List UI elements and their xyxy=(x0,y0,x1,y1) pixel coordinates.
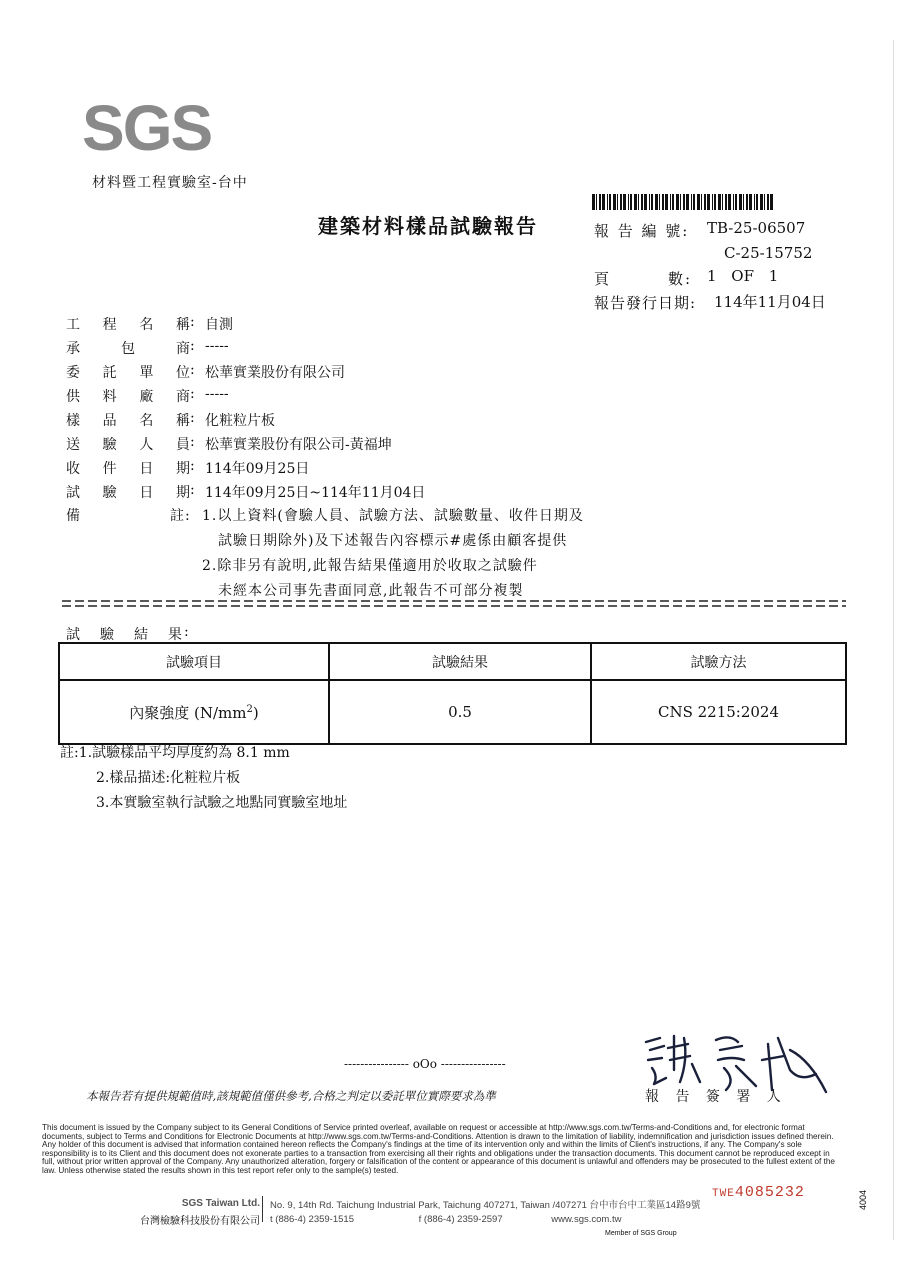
pages-value: 1 OF 1 xyxy=(707,267,779,285)
footer-address: No. 9, 14th Rd. Taichung Industrial Park, Taichung 407271, Taiwan /407271 台中市台中工業區14路9號 xyxy=(270,1200,701,1211)
field-label xyxy=(66,362,190,382)
field-label-char: 委 xyxy=(66,365,80,381)
barcode-bar xyxy=(722,194,723,210)
member-of-sgs: Member of SGS Group xyxy=(605,1230,677,1237)
barcode-bar xyxy=(739,194,742,210)
header-test-method: 試驗方法 xyxy=(591,643,846,680)
remark-line-3: 2.除非另有說明,此報告結果僅適用於收取之試驗件 xyxy=(202,558,538,574)
field-label-char: 期 xyxy=(175,461,190,477)
barcode-bar xyxy=(764,194,765,210)
sgs-logo-text: SGS xyxy=(82,92,212,158)
cell-test-result: 0.5 xyxy=(329,680,591,744)
footer-fax: f (886-4) 2359-2597 xyxy=(418,1214,503,1225)
field-label xyxy=(66,314,190,334)
field-label-char: 驗 xyxy=(102,485,117,501)
sgs-logo xyxy=(80,92,212,158)
field-label xyxy=(66,338,190,358)
report-title: 建築材料樣品試驗報告 xyxy=(318,214,538,238)
field-label-char: 包 xyxy=(121,341,135,357)
cell-test-item-sup: 2 xyxy=(246,703,253,715)
field-label-char: 件 xyxy=(102,461,117,477)
barcode-bar xyxy=(592,194,595,210)
footer-separator xyxy=(262,1196,263,1222)
field-value: 自測 xyxy=(205,317,233,333)
barcode-bar xyxy=(620,194,622,210)
table-row xyxy=(59,680,846,744)
report-no-label: 報 告 編 號: xyxy=(594,222,690,240)
spec-disclaimer: 本報告若有提供規範值時,該規範值僅供參考,合格之判定以委託單位實際要求為準 xyxy=(86,1089,496,1103)
barcode-bar xyxy=(602,194,605,210)
barcode-bar xyxy=(718,194,721,210)
field-colon: : xyxy=(190,314,195,330)
field-label xyxy=(66,458,190,478)
pages-label-2: 數: xyxy=(668,270,693,288)
barcode-bar xyxy=(712,194,713,210)
footer-web: www.sgs.com.tw xyxy=(551,1214,622,1225)
barcode-bar xyxy=(641,194,643,210)
barcode-bar xyxy=(714,194,716,210)
field-label-char: 收 xyxy=(66,461,80,477)
field-label-char: 品 xyxy=(102,413,117,429)
field-label-char: 樣 xyxy=(66,413,80,429)
serial-digits: 4085232 xyxy=(734,1184,805,1201)
field-value: 114年09月25日~114年11月04日 xyxy=(205,485,426,501)
pages-label-1: 頁 xyxy=(594,270,612,288)
barcode-bar xyxy=(701,194,702,210)
footer-company-cn: 台灣檢驗科技股份有限公司 xyxy=(140,1216,260,1227)
barcode-bar xyxy=(683,194,685,210)
terms-fine-print: This document is issued by the Company subject to its General Conditions of Service printed overleaf, available on request or accessible at http://www.sgs.com.tw/Terms-and-Conditions and, for electronic format documents, subject to Terms and Conditions for Electronic Documents at http://www.sgs.com.tw/Terms-and-Conditions. Attention is drawn to the limitation of liability, indemnification and jurisdiction issues defined therein. Any holder of this document is advised that information contained hereon reflects the Company's findings at the time of its intervention only and within the limits of Client's instructions, if any. The Company's sole responsibility is to its Client and this document does not exonerate parties to a transaction from exercising all their rights and obligations under the transaction documents. This document cannot be reproduced except in full, without prior written approval of the Company. Any unauthorized alteration, forgery or falsification of the content or appearance of this document is unlawful and offenders may be prosecuted to the fullest extent of the law. Unless otherwise stated the results shown in this test report refer only to the sample(s) tested. xyxy=(42,1123,835,1175)
field-label xyxy=(66,482,190,502)
field-label-char: 日 xyxy=(139,485,154,501)
cell-test-method: CNS 2215:2024 xyxy=(591,680,846,744)
end-of-report-mark: ---------------- oOo ---------------- xyxy=(344,1057,506,1071)
field-label-char: 承 xyxy=(66,341,80,357)
field-colon: : xyxy=(190,434,195,450)
field-label-char: 供 xyxy=(66,389,80,405)
barcode-bar xyxy=(676,194,679,210)
barcode-bar xyxy=(613,194,616,210)
results-colon: : xyxy=(184,624,189,640)
field-label-char: 商 xyxy=(175,389,190,405)
field-label-char: 稱 xyxy=(175,413,190,429)
field-label xyxy=(66,386,190,406)
barcode xyxy=(592,194,774,210)
barcode-bar xyxy=(644,194,647,210)
field-label-char: 試 xyxy=(66,485,80,501)
barcode-bar xyxy=(638,194,639,210)
serial-prefix: TWE xyxy=(712,1188,735,1200)
note-line-3: 3.本實驗室執行試驗之地點同實驗室地址 xyxy=(96,795,348,811)
barcode-bar xyxy=(746,194,748,210)
field-value: 114年09月25日 xyxy=(205,461,310,477)
field-label-char: 驗 xyxy=(102,437,117,453)
note-line-2: 2.樣品描述:化粧粒片板 xyxy=(96,770,241,786)
field-label-char: 託 xyxy=(102,365,117,381)
field-colon: : xyxy=(190,362,195,378)
barcode-bar xyxy=(649,194,650,210)
footer-phone: t (886-4) 2359-1515 xyxy=(270,1214,354,1225)
footer-contact-line xyxy=(270,1214,700,1225)
barcode-bar xyxy=(754,194,755,210)
cell-test-item xyxy=(59,680,329,744)
field-label-char: 人 xyxy=(139,437,154,453)
field-label-char: 送 xyxy=(66,437,80,453)
barcode-bar xyxy=(634,194,637,210)
footer-company xyxy=(110,1198,260,1227)
field-label xyxy=(66,410,190,430)
barcode-bar xyxy=(609,194,611,210)
field-value: 松華實業股份有限公司 xyxy=(205,365,345,381)
field-label-char: 料 xyxy=(102,389,117,405)
field-colon: : xyxy=(190,482,195,498)
barcode-bar xyxy=(697,194,700,210)
barcode-bar xyxy=(770,194,773,210)
barcode-bar xyxy=(655,194,658,210)
barcode-bar xyxy=(628,194,629,210)
barcode-bar xyxy=(617,194,618,210)
field-label-char: 單 xyxy=(139,365,154,381)
field-value: ----- xyxy=(205,386,229,402)
field-label-char: 商 xyxy=(176,341,190,357)
results-label xyxy=(66,624,182,644)
remark-line-1: 1.以上資料(會驗人員、試驗方法、試驗數量、收件日期及 xyxy=(202,508,584,524)
note-line-1: 註:1.試驗樣品平均厚度約為 8.1 mm xyxy=(60,745,290,761)
field-value: 化粧粒片板 xyxy=(205,413,275,429)
field-colon: : xyxy=(190,410,195,426)
barcode-bar xyxy=(680,194,681,210)
barcode-bar xyxy=(693,194,695,210)
header-test-item: 試驗項目 xyxy=(59,643,329,680)
barcode-bar xyxy=(686,194,689,210)
field-label-char: 名 xyxy=(139,413,154,429)
barcode-bar xyxy=(665,194,668,210)
barcode-bar xyxy=(725,194,727,210)
barcode-bar xyxy=(756,194,758,210)
results-label-char: 驗 xyxy=(100,627,114,643)
remark-line-4: 未經本公司事先書面同意,此報告不可部分複製 xyxy=(218,583,524,599)
field-label-char: 廠 xyxy=(139,389,154,405)
results-label-char: 結 xyxy=(134,627,148,643)
barcode-bar xyxy=(733,194,734,210)
results-label-char: 試 xyxy=(66,627,80,643)
field-label-char: 期 xyxy=(175,485,190,501)
remark-label: 備 xyxy=(66,508,81,524)
barcode-bar xyxy=(662,194,664,210)
double-dashed-divider xyxy=(62,598,846,610)
results-table xyxy=(58,642,847,745)
barcode-bar xyxy=(623,194,626,210)
remark-line-2: 試驗日期除外)及下述報告內容標示#處係由顧客提供 xyxy=(218,533,568,549)
issue-date: 114年11月04日 xyxy=(714,293,826,311)
field-label-char: 程 xyxy=(102,317,117,333)
field-label-char: 名 xyxy=(139,317,154,333)
barcode-bar xyxy=(596,194,597,210)
barcode-bar xyxy=(630,194,632,210)
barcode-bar xyxy=(670,194,671,210)
field-label-char: 員 xyxy=(175,437,190,453)
barcode-bar xyxy=(599,194,601,210)
barcode-bar xyxy=(672,194,674,210)
barcode-bar xyxy=(707,194,710,210)
field-colon: : xyxy=(190,458,195,474)
footer-address-block xyxy=(270,1197,700,1225)
cell-test-item-end: ) xyxy=(252,703,259,722)
field-colon: : xyxy=(190,386,195,402)
report-no: TB-25-06507 xyxy=(707,219,806,237)
issue-date-label: 報告發行日期: xyxy=(594,294,697,312)
barcode-bar xyxy=(749,194,752,210)
signer-label: 報 告 簽 署 人 xyxy=(645,1089,787,1105)
field-value: ----- xyxy=(205,338,229,354)
barcode-bar xyxy=(607,194,608,210)
barcode-bar xyxy=(691,194,692,210)
page-edge xyxy=(893,40,894,1240)
remark-label-2: 註: xyxy=(170,508,191,524)
side-code: 4004 xyxy=(858,1190,868,1211)
results-header-row xyxy=(59,643,846,680)
field-label xyxy=(66,434,190,454)
field-label-char: 位 xyxy=(175,365,190,381)
field-label-char: 工 xyxy=(66,317,80,333)
results-label-char: 果 xyxy=(168,627,182,643)
barcode-bar xyxy=(651,194,653,210)
field-value: 松華實業股份有限公司-黃福坤 xyxy=(205,437,392,453)
field-label-char: 日 xyxy=(139,461,154,477)
header-test-result: 試驗結果 xyxy=(329,643,591,680)
serial-number xyxy=(712,1184,805,1201)
field-label-char: 稱 xyxy=(175,317,190,333)
cell-test-item-text: 內聚強度 (N/mm xyxy=(129,703,247,722)
footer-company-en: SGS Taiwan Ltd. xyxy=(181,1198,260,1209)
report-no-2: C-25-15752 xyxy=(724,244,813,262)
barcode-bar xyxy=(767,194,769,210)
barcode-bar xyxy=(760,194,763,210)
barcode-bar xyxy=(743,194,744,210)
barcode-bar xyxy=(659,194,660,210)
barcode-bar xyxy=(704,194,706,210)
field-colon: : xyxy=(190,338,195,354)
barcode-bar xyxy=(728,194,731,210)
barcode-bar xyxy=(735,194,737,210)
lab-name: 材料暨工程實驗室-台中 xyxy=(92,175,248,191)
